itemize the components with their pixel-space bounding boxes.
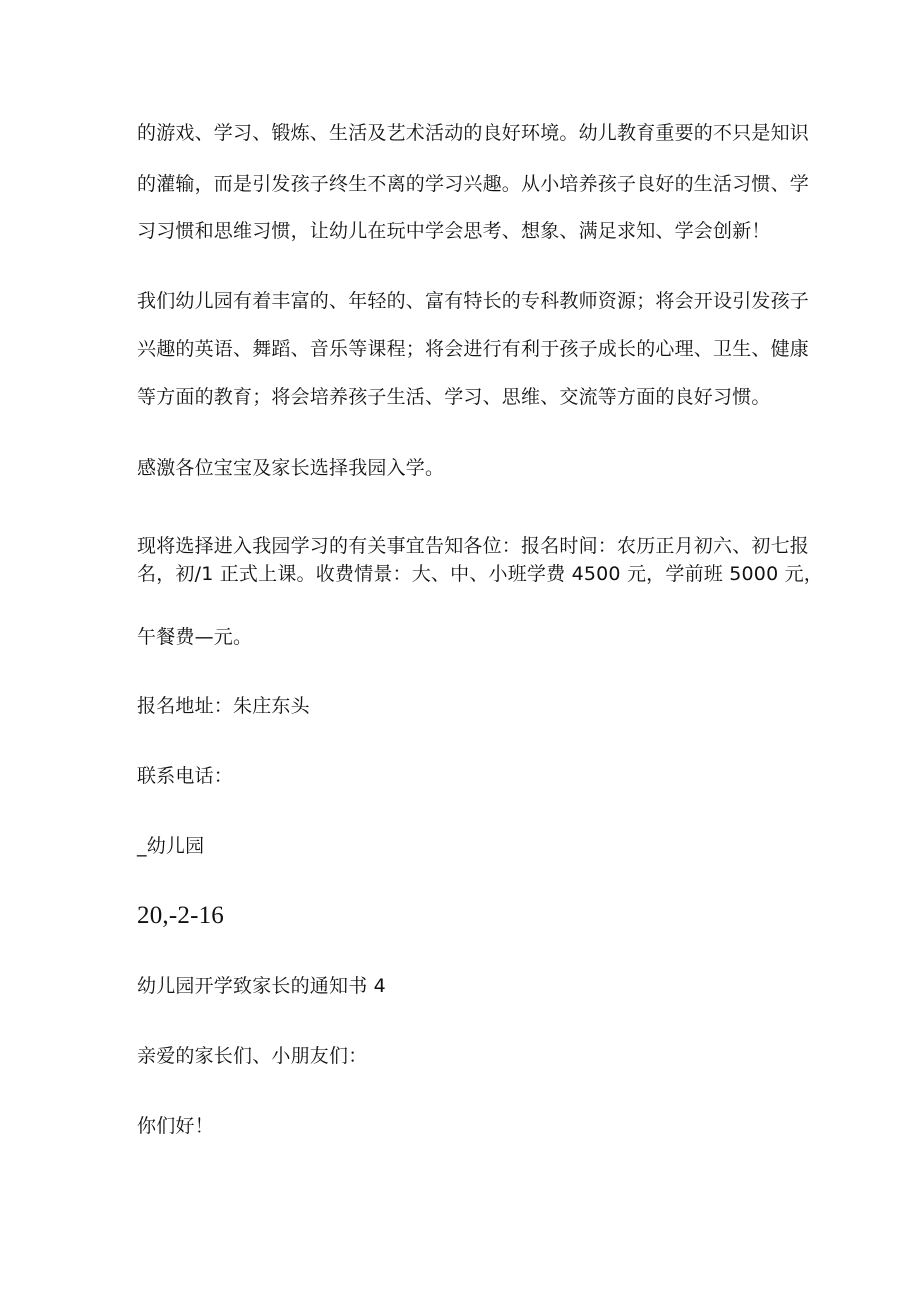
- notice-line-1: 现将选择进入我园学习的有关事宜告知各位：报名时间：农历正月初六、初七报: [137, 535, 810, 557]
- paragraph-1-line-2: 的灌输，而是引发孩子终生不离的学习兴趣。从小培养孩子良好的生活习惯、学: [137, 173, 810, 195]
- next-notice-title: 幼儿园开学致家长的通知书 4: [137, 975, 386, 997]
- paragraph-1-line-3: 习习惯和思维习惯，让幼儿在玩中学会思考、想象、满足求知、学会创新！: [137, 220, 771, 242]
- thanks-text: 感激各位宝宝及家长选择我园入学。: [137, 457, 445, 479]
- paragraph-1-line-1: 的游戏、学习、锻炼、生活及艺术活动的良好环境。幼儿教育重要的不只是知识: [137, 122, 810, 144]
- greeting-text: 亲爱的家长们、小朋友们：: [137, 1045, 368, 1067]
- notice-line-3: 午餐费—元。: [137, 626, 253, 648]
- address-text: 报名地址：朱庄东头: [137, 695, 310, 717]
- paragraph-2-line-3: 等方面的教育；将会培养孩子生活、学习、思维、交流等方面的良好习惯。: [137, 386, 771, 408]
- paragraph-2-line-1: 我们幼儿园有着丰富的、年轻的、富有特长的专科教师资源；将会开设引发孩子: [137, 290, 810, 312]
- date-text: 20,-2-16: [137, 902, 225, 929]
- hello-text: 你们好！: [137, 1115, 214, 1137]
- notice-line-2: 名，初/1 正式上课。收费情景：大、中、小班学费 4500 元，学前班 5000 元，: [137, 563, 823, 585]
- phone-label: 联系电话：: [137, 765, 234, 787]
- paragraph-2-line-2: 兴趣的英语、舞蹈、音乐等课程；将会进行有利于孩子成长的心理、卫生、健康: [137, 338, 810, 360]
- signature-text: _幼儿园: [137, 835, 205, 857]
